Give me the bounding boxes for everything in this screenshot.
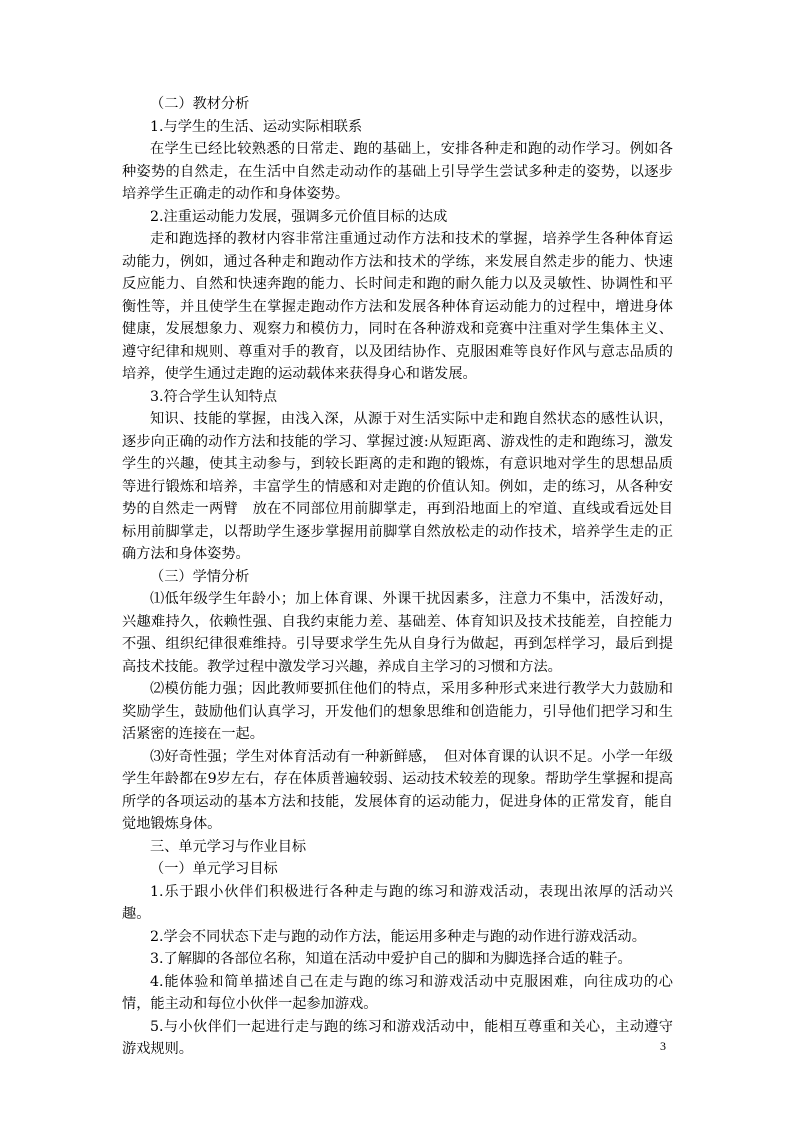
sub-heading-goals: （一）单元学习目标 — [150, 861, 278, 877]
section-heading-unit: 三、单元学习与作业目标 — [150, 838, 307, 855]
page-number: 3 — [660, 1039, 666, 1053]
section-heading-students: （三）学情分析 — [150, 568, 250, 585]
point2-body: 走和跑选择的教材内容非常注重通过动作方法和技术的掌握，培养学生各种体育运动能力，例如，通过各种走和跑动作方法和技术的学练，来发展自然走步的能力、快速反应能力、自然和快速奔跑的能力、长时间走和跑的耐久能力以及灵敏性、协调性和平衡性等，并且使学生在掌握走跑动作方法和发展各种体育运动能力的过程中，增进身体健康，发展想象力、观察力和模仿力，同时在各种游戏和竞赛中注重对学生集体主义、遵守纪律和规则、尊重对手的教育，以及团结协作、克服困难等良好作风与意志品质的培养，使学生通过走跑的运动载体来获得身心和谐发展。 — [122, 231, 673, 382]
point3-body: 知识、技能的掌握，由浅入深，从源于对生活实际中走和跑自然状态的感性认识，逐步向正确的动作方法和技能的学习、掌握过渡:从短距离、游戏性的走和跑练习，激发学生的兴趣，使其主动参与，到较长距离的走和跑的锻炼，有意识地对学生的思想品质等进行锻炼和培养，丰富学生的情感和对走跑的价值认知。例如，走的练习，从各种安势的自然走一两臂 放在不同部位用前脚掌走，再到沿地面上的窄道、直线或看远处目标用前脚掌走，以帮助学生逐步掌握用前脚掌自然放松走的动作技术，培养学生走的正确方法和身体姿势。 — [122, 411, 673, 562]
page-content — [122, 93, 673, 1061]
student-item-1: ⑴低年级学生年龄小；加上体育课、外课干扰因素多，注意力不集中，活泼好动，兴趣难持久，依赖性强、自我约束能力差、基础差、体育知识及技术技能差，自控能力不强、组织纪律很难维持。引导要求学生先从自身行为做起，再到怎样学习，最后到提高技术技能。教学过程中激发学习兴趣，养成自主学习的习惯和方法。 — [122, 591, 673, 675]
student-item-2: ⑵模仿能力强；因此教师要抓住他们的特点，采用多种形式来进行教学大力鼓励和奖励学生，鼓励他们认真学习，开发他们的想象思维和创造能力，引导他们把学习和生活紧密的连接在一起。 — [122, 681, 673, 742]
point3-title: 3.符合学生认知特点 — [150, 388, 278, 405]
goal-5: 5.与小伙伴们一起进行走与跑的练习和游戏活动中，能相互尊重和关心，主动遵守游戏规则。 — [122, 1018, 673, 1057]
goal-1: 1.乐于跟小伙伴们积极进行各种走与跑的练习和游戏活动，表现出浓厚的活动兴趣。 — [122, 883, 673, 922]
point1-body: 在学生已经比较熟悉的日常走、跑的基础上，安排各种走和跑的动作学习。例如各种姿势的自然走，在生活中自然走动动作的基础上引导学生尝试多种走的姿势，以逐步培养学生正确走的动作和身体姿势。 — [122, 141, 673, 202]
goal-4: 4.能体验和简单描述自己在走与跑的练习和游戏活动中克服困难，向往成功的心情，能主动和每位小伙伴一起参加游戏。 — [122, 973, 673, 1012]
point1-title: 1.与学生的生活、运动实际相联系 — [150, 118, 363, 135]
student-item-3: ⑶好奇性强；学生对体育活动有一种新鲜感， 但对体育课的认识不足。小学一年级学生年龄都在9岁左右，存在体质普遍较弱、运动技术较差的现象。帮助学生掌握和提高所学的各项运动的基本方法和技能，发展体育的运动能力，促进身体的正常发育，能自觉地锻炼身体。 — [122, 748, 673, 832]
goal-2: 2.学会不同状态下走与跑的动作方法，能运用多种走与跑的动作进行游戏活动。 — [150, 928, 646, 945]
goal-3: 3.了解脚的各部位名称，知道在活动中爱护自己的脚和为脚选择合适的鞋子。 — [150, 951, 632, 967]
section-heading-materials: （二）教材分析 — [150, 96, 250, 112]
point2-title: 2.注重运动能力发展，强调多元价值目标的达成 — [150, 208, 448, 225]
